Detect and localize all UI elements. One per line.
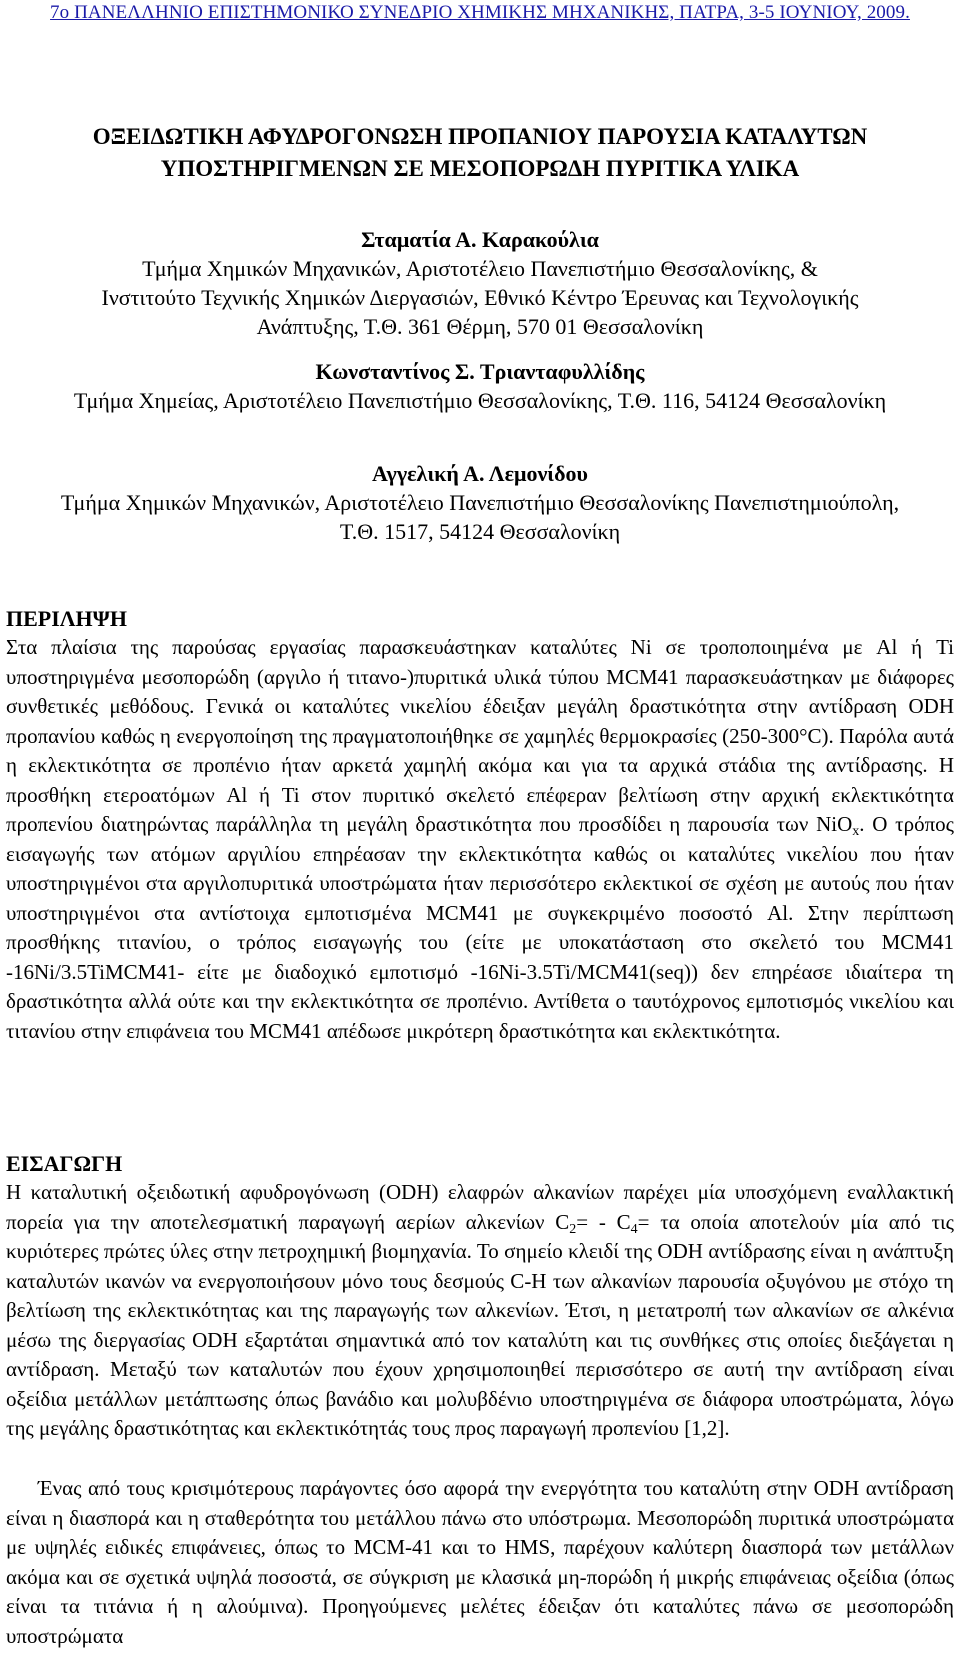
affiliation-line: Τμήμα Χημικών Μηχανικών, Αριστοτέλειο Πανεπιστήμιο Θεσσαλονίκης Πανεπιστημιούπολη, (60, 490, 900, 515)
intro-text-part: = - C (576, 1209, 631, 1234)
conference-header[interactable]: 7ο ΠΑΝΕΛΛΗΝΙΟ ΕΠΙΣΤΗΜΟΝΙΚΟ ΣΥΝΕΔΡΙΟ ΧΗΜΙΚΗΣ ΜΗΧΑΝΙΚΗΣ, ΠΑΤΡΑ, 3-5 ΙΟΥΝΙΟΥ, 2009. (50, 2, 910, 23)
paper-title (0, 121, 960, 185)
introduction-paragraph-2 (6, 1474, 954, 1651)
abstract-heading: ΠΕΡΙΛΗΨΗ (6, 606, 127, 631)
subscript: 2 (569, 1221, 577, 1237)
intro-text-part: = τα οποία αποτελούν μία από τις κυριότερες πρώτες ύλες στην πετροχημική βιομηχανία. Το σημείο κλειδί της ODH αντίδρασης είναι η ανάπτυξη καταλυτών ικανών να ενεργοποιήσουν μόνο τους δεσμούς C-H των αλκανίων παρουσία οξυγόνου με στόχο τη βελτίωση της εκλεκτικότητας και της παραγωγής των αλκενίων. Έτσι, η μετατροπή των αλκανίων σε αλκένια μέσω της διεργασίας ODH εξαρτάται σημαντικά από τον καταλύτη και τις συνθήκες στις οποίες διεξάγεται η αντίδραση. Μεταξύ των καταλυτών που έχουν χρησιμοποιηθεί περισσότερο σε αυτή την αντίδραση είναι οξείδια μετάλλων μετάπτωσης όπως βανάδιο και μολυβδένιο υποστηριγμένα σε διάφορα υποστρώματα, λόγω της μεγάλης δραστικότητας και εκλεκτικότητάς τους προς παραγωγή προπενίου [1,2]. (6, 1209, 955, 1440)
affiliation-line: Τμήμα Χημικών Μηχανικών, Αριστοτέλειο Πανεπιστήμιο Θεσσαλονίκης, & (142, 256, 818, 281)
introduction-heading: ΕΙΣΑΓΩΓΗ (6, 1151, 123, 1176)
subscript: 4 (630, 1221, 638, 1237)
abstract-text-part: . Ο τρόπος εισαγωγής των ατόμων αργιλίου επηρέασαν την εκλεκτικότητα καθώς οι καταλύτες νικελίου που ήταν υποστηριγμένοι στα αργιλοπυριτικά υποστρώματα ήταν περισσότερο εκλεκτικοί σε σχέση με αυτούς που ήταν υποστηριγμένοι στα αντίστοιχα εμποτισμένα MCM41 με συγκεκριμένο ποσοστό Al. Στην περίπτωση προσθήκης τιτανίου, ο τρόπος εισαγωγής του (είτε με υποκατάσταση στο σκελετό του MCM41 -16Ni/3.5TiMCM41- είτε με διαδοχικό εμποτισμό -16Ni-3.5Ti/MCM41(seq)) δεν επηρέασε ιδιαίτερα τη δραστικότητα αλλά ούτε και την εκλεκτικότητα σε προπένιο. Αντίθετα ο ταυτόχρονος εμποτισμός νικελίου και τιτανίου στην επιφάνεια του MCM41 απέδωσε μικρότερη δραστικότητα και εκλεκτικότητα. (6, 812, 954, 1043)
title-line-2: ΥΠΟΣΤΗΡΙΓΜΕΝΩΝ ΣΕ ΜΕΣΟΠΟΡΩΔΗ ΠΥΡΙΤΙΚΑ ΥΛΙΚΑ (160, 156, 800, 181)
title-line-1: ΟΞΕΙΔΩΤΙΚΗ ΑΦΥΔΡΟΓΟΝΩΣΗ ΠΡΟΠΑΝΙΟΥ ΠΑΡΟΥΣΙΑ ΚΑΤΑΛΥΤΩΝ (92, 124, 868, 149)
author-name: Αγγελική Α. Λεμονίδου (372, 461, 588, 486)
intro-text-part: Η καταλυτική οξειδωτική αφυδρογόνωση (ODH) ελαφρών αλκανίων παρέχει μία υποσχόμενη εναλλακτική πορεία για την αποτελεσματική παραγωγή αερίων αλκενίων C (6, 1180, 954, 1234)
author-name: Κωνσταντίνος Σ. Τριανταφυλλίδης (315, 359, 645, 384)
author-block-1 (0, 225, 960, 341)
introduction-paragraph-1 (6, 1178, 954, 1444)
affiliation-line: Ανάπτυξης, Τ.Θ. 361 Θέρμη, 570 01 Θεσσαλονίκη (256, 314, 704, 339)
author-block-3 (0, 459, 960, 546)
abstract-text (6, 633, 954, 1046)
author-block-2 (0, 357, 960, 415)
affiliation-line: Τ.Θ. 1517, 54124 Θεσσαλονίκη (339, 519, 621, 544)
affiliation-line: Ινστιτούτο Τεχνικής Χημικών Διεργασιών, Εθνικό Κέντρο Έρευνας και Τεχνολογικής (101, 285, 859, 310)
author-name: Σταματία Α. Καρακούλια (361, 227, 599, 252)
subscript: x (852, 824, 860, 839)
affiliation-line: Τμήμα Χημείας, Αριστοτέλειο Πανεπιστήμιο Θεσσαλονίκης, Τ.Θ. 116, 54124 Θεσσαλονίκη (73, 388, 887, 413)
abstract-text-part: Στα πλαίσια της παρούσας εργασίας παρασκευάστηκαν καταλύτες Ni σε τροποποιημένα με Al ή Ti υποστηριγμένα μεσοπορώδη (αργιλο ή τιτανο-)πυριτικά υλικά τύπου MCM41 παρασκευάστηκαν με διάφορες συνθετικές μεθόδους. Γενικά οι καταλύτες νικελίου έδειξαν μεγάλη δραστικότητα στην αντίδραση ODH προπανίου καθώς η ενεργοποίηση της πραγματοποιήθηκε σε χαμηλές θερμοκρασίες (250-300°C). Παρόλα αυτά η εκλεκτικότητα σε προπένιο ήταν αρκετά χαμηλή ακόμα και για τα αρχικά στάδια της αντίδρασης. Η προσθήκη ετεροατόμων Al ή Ti στον πυριτικό σκελετό επέφεραν βελτίωση στην αρχική εκλεκτικότητα προπενίου διατηρώντας παράλληλα τη μεγάλη δραστικότητα που προσδίδει η παρουσία των NiO (6, 635, 954, 836)
intro-text-part: Ένας από τους κρισιμότερους παράγοντες όσο αφορά την ενεργότητα του καταλύτη στην ODH αντίδραση είναι η διασπορά και η σταθερότητα του μετάλλου πάνω στο υπόστρωμα. Μεσοπορώδη πυριτικά υποστρώματα με υψηλές ειδικές επιφάνειες, όπως το MCM-41 και το HMS, παρέχουν καλύτερη διασπορά των μετάλλων ακόμα και σε σχετικά υψηλά ποσοστά, σε σύγκριση με κλασικά μη-πορώδη ή μικρής επιφάνειας οξείδια (όπως είναι τα τιτάνια ή η αλούμινα). Προηγούμενες μελέτες έδειξαν ότι καταλύτες πάνω σε μεσοπορώδη υποστρώματα (6, 1476, 954, 1648)
